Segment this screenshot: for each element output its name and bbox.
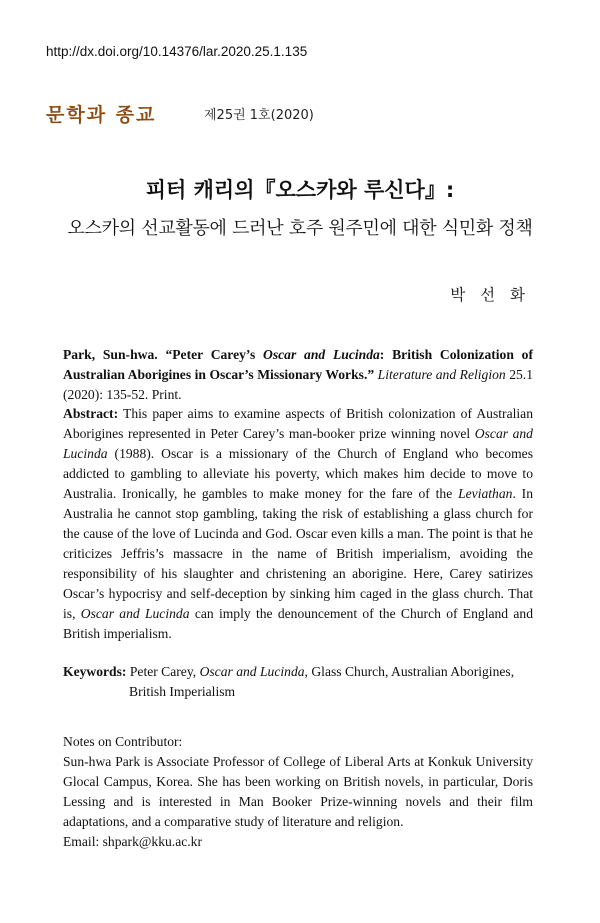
citation-author: Park, Sun-hwa. xyxy=(63,347,158,362)
abstract-novel-title: Oscar and Lucinda xyxy=(63,426,533,461)
notes-heading: Notes on Contributor: xyxy=(63,734,183,749)
citation-details: 25.1 (2020): 135-52. Print. xyxy=(63,367,533,402)
keyword-3: , Glass Church, Australian Aborigines, xyxy=(304,664,515,679)
journal-logo: 문학과 종교 xyxy=(46,104,157,126)
abstract-label: Abstract: xyxy=(63,406,119,421)
abstract-text-1: This paper aims to examine aspects of British colonization of Australian Aborigines represented in Peter Carey’s man-booker prize winning novel xyxy=(63,406,533,441)
abstract-block xyxy=(63,404,533,644)
abstract-novel-title-2: Oscar and Lucinda xyxy=(80,606,190,621)
keyword-2: Oscar and Lucinda xyxy=(199,664,305,679)
abstract-ship-name: Leviathan xyxy=(458,486,513,501)
keyword-4: British Imperialism xyxy=(129,684,236,699)
article-title: 피터 캐리의『오스카와 루신다』: xyxy=(145,178,455,202)
keyword-1: Peter Carey, xyxy=(129,664,197,679)
article-subtitle: 오스카의 선교활동에 드러난 호주 원주민에 대한 식민화 정책 xyxy=(67,218,533,239)
keywords-block xyxy=(63,662,533,702)
notes-block xyxy=(63,732,533,852)
abstract-text-2: (1988). Oscar is a missionary of the Church of England who becomes addicted to gambling to alleviate his poverty, which makes him decide to move to Australia. Ironically, he gambles to make money for the fare of the xyxy=(63,446,533,501)
abstract-text-3: . In Australia he cannot stop gambling, taking the risk of establishing a glass church for the cause of the love of Lucinda and God. Oscar even kills a man. The point is that he criticizes Jeffris’s massacre in the name of British imperialism, avoiding the responsibility of his slaughter and christening an aborigine. Here, Carey satirizes Oscar’s hypocrisy and self-deception by sinking him caged in the glass church. That is, xyxy=(63,486,533,621)
contributor-email[interactable]: Email: shpark@kku.ac.kr xyxy=(63,834,202,849)
citation-block xyxy=(63,345,533,405)
author-name: 박 선 화 xyxy=(450,286,530,304)
abstract-text-4: can imply the denouncement of the Church of England and British imperialism. xyxy=(63,606,534,641)
citation-journal: Literature and Religion xyxy=(377,367,506,382)
keywords-label: Keywords: xyxy=(63,664,127,679)
citation-title-italic: Oscar and Lucinda xyxy=(263,347,380,362)
citation-title-rest: : British Colonization of Australian Aborigines in Oscar’s Missionary Works.” xyxy=(63,347,534,382)
volume-issue: 제25권 1호(2020) xyxy=(204,108,314,123)
doi-link[interactable]: http://dx.doi.org/10.14376/lar.2020.25.1.135 xyxy=(46,44,308,59)
citation-title-open: “Peter Carey’s xyxy=(165,347,256,362)
notes-text: Sun-hwa Park is Associate Professor of College of Liberal Arts at Konkuk University Glocal Campus, Korea. She has been working on British novels, in particular, Doris Lessing and is interested in Man Booker Prize-winning novels and their film adaptations, and a comparative study of literature and religion. xyxy=(63,754,533,829)
